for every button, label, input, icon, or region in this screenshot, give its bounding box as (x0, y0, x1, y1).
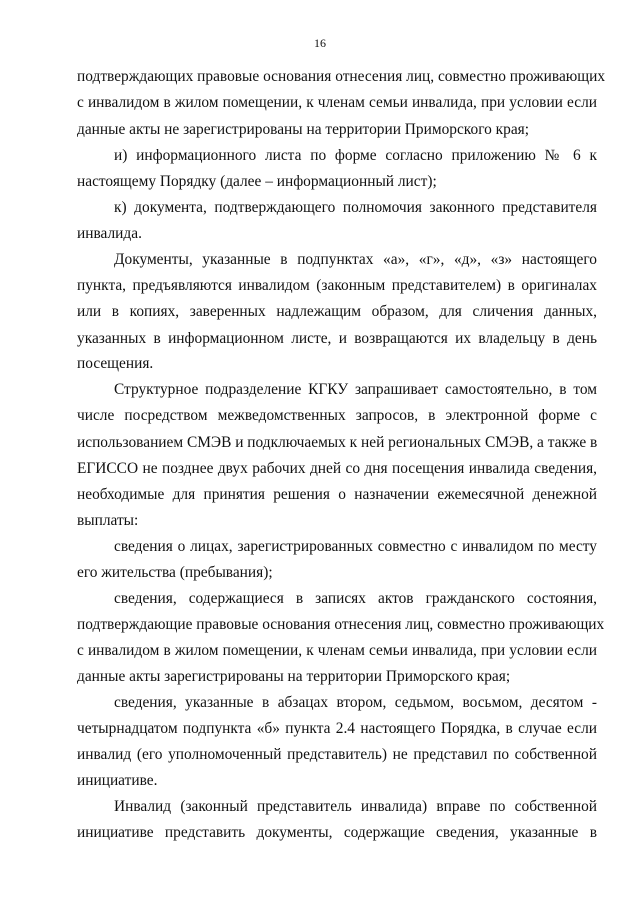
text-line: указанных в информационном листе, и возвращаются их владельцу в день (77, 330, 597, 347)
text-line: инициативе представить документы, содержащие сведения, указанные в (77, 824, 597, 841)
text-line: посещения. (77, 355, 154, 372)
text-line: необходимые для принятия решения о назначении ежемесячной денежной (77, 486, 597, 503)
text-line: инвалид (его уполномоченный представитель) не представил по собственной (77, 746, 597, 763)
text-line: ЕГИССО не позднее двух рабочих дней со дня посещения инвалида сведения, (77, 460, 597, 477)
text-line: Инвалид (законный представитель инвалида) вправе по собственной (114, 798, 597, 815)
text-line: числе посредством межведомственных запросов, в электронной форме с (77, 407, 597, 424)
text-line: использованием СМЭВ и подключаемых к ней региональных СМЭВ, а также в (77, 434, 598, 451)
text-line: сведения, указанные в абзацах втором, седьмом, восьмом, десятом - (114, 694, 597, 711)
text-line: четырнадцатом подпункта «б» пункта 2.4 настоящего Порядка, в случае если (77, 720, 597, 737)
page-number: 16 (314, 36, 326, 50)
text-line: Документы, указанные в подпунктах «а», «г», «д», «з» настоящего (114, 251, 597, 268)
text-line: выплаты: (77, 512, 139, 529)
text-line: настоящему Порядку (далее – информационный лист); (77, 173, 437, 190)
text-line: с инвалидом в жилом помещении, к членам семьи инвалида, при условии если (77, 94, 597, 111)
text-line: сведения, содержащиеся в записях актов гражданского состояния, (114, 590, 597, 607)
text-line: данные акты не зарегистрированы на территории Приморского края; (77, 121, 530, 138)
text-line: с инвалидом в жилом помещении, к членам семьи инвалида, при условии если (77, 642, 597, 659)
text-line: его жительства (пребывания); (77, 564, 273, 581)
text-line: или в копиях, заверенных надлежащим образом, для сличения данных, (77, 303, 597, 320)
text-line: инициативе. (77, 772, 158, 789)
text-line: и) информационного листа по форме согласно приложению № 6 к (114, 147, 597, 164)
text-line: Структурное подразделение КГКУ запрашивает самостоятельно, в том (114, 381, 597, 398)
text-line: к) документа, подтверждающего полномочия законного представителя (114, 199, 597, 216)
text-line: подтверждающих правовые основания отнесения лиц, совместно проживающих (77, 68, 606, 85)
text-line: данные акты зарегистрированы на территории Приморского края; (77, 668, 511, 685)
text-line: подтверждающие правовые основания отнесения лиц, совместно проживающих (77, 616, 605, 633)
text-line: пункта, предъявляются инвалидом (законным представителем) в оригиналах (77, 277, 597, 294)
text-line: инвалида. (77, 225, 142, 242)
text-line: сведения о лицах, зарегистрированных совместно с инвалидом по месту (114, 538, 597, 555)
